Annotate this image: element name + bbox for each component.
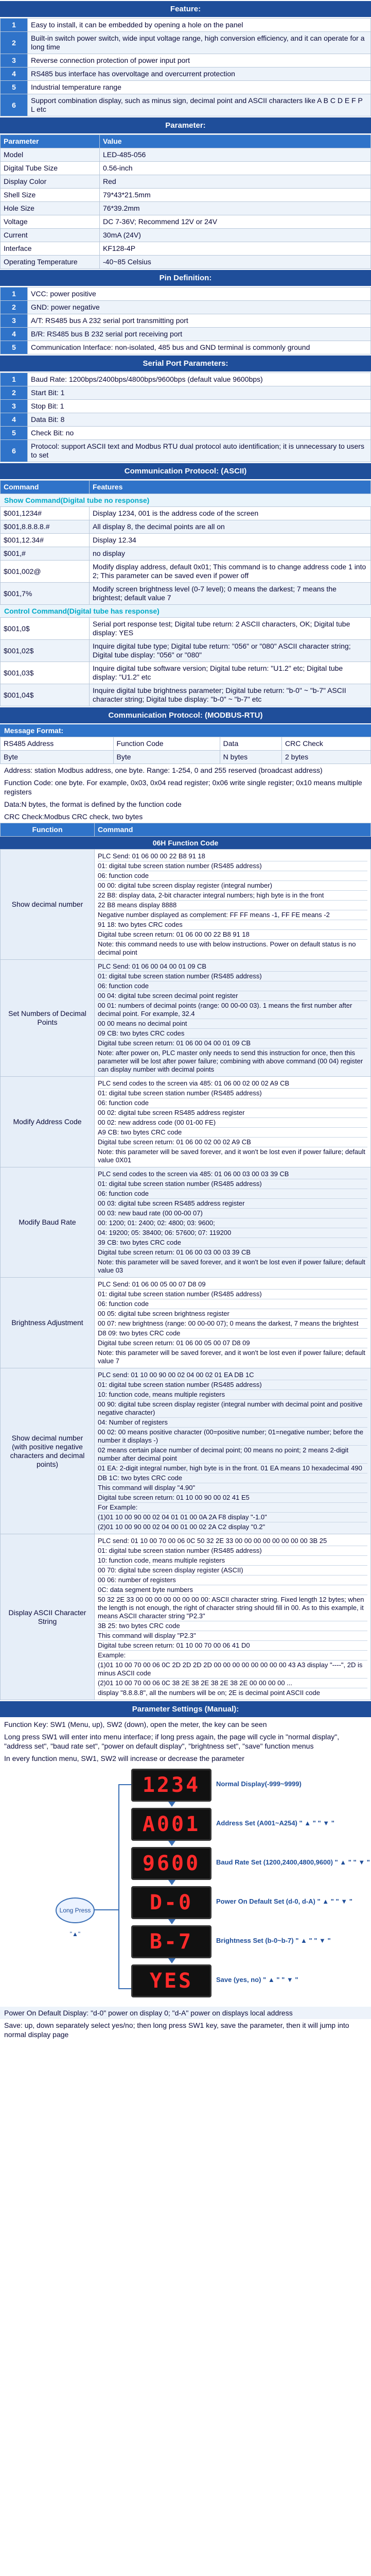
serial-text: Baud Rate: 1200bps/2400bps/4800bps/9600bps (default value 9600bps) [28, 373, 371, 386]
param-value: LED-485-056 [100, 148, 371, 162]
param-name: Operating Temperature [1, 256, 100, 269]
format-cell: CRC Check [282, 737, 371, 751]
format-cell: Data [220, 737, 281, 751]
command-line: 00 04: digital tube screen decimal point register [98, 991, 367, 1001]
command-line: 00 07: new brightness (range: 00 00-00 07); 0 means the darkest, 7 means the brightest [98, 1319, 367, 1329]
format-cell: RS485 Address [1, 737, 114, 751]
command-line: Note: this parameter will be saved forever, and it won't be lost even if power failure; default value 03 [98, 1258, 365, 1274]
ascii-header: Communication Protocol: (ASCII) [0, 462, 371, 480]
command-line: Note: after power on, PLC master only needs to send this instruction for once, then this parameter will be lost after power failure; combining with above command (00 04) register can display number with decimal points [98, 1049, 363, 1073]
serial-header: Serial Port Parameters: [0, 354, 371, 372]
modbus-note: CRC Check:Modbus CRC check, two bytes [4, 812, 143, 821]
serial-text: Data Bit: 8 [28, 413, 371, 427]
serial-table [0, 372, 371, 462]
down-arrow-icon [168, 1880, 175, 1885]
feature-text: Easy to install, it can be embedded by opening a hole on the panel [28, 19, 371, 32]
serial-text: Check Bit: no [28, 427, 371, 440]
modbus-note: Data:N bytes, the format is defined by the function code [4, 800, 182, 808]
message-format-label: Message Format: [0, 724, 371, 737]
pin-num: 3 [1, 314, 28, 328]
ascii-feature: Display 12.34 [90, 534, 371, 547]
pin-text: A/T: RS485 bus A 232 serial port transmitting port [28, 314, 371, 328]
modbus-note: Address: station Modbus address, one byte. Range: 1-254, 0 and 255 reserved (broadcast address) [4, 766, 323, 774]
command-line: 00 00 means no decimal point [98, 1019, 367, 1029]
command-line: 01: digital tube screen station number (RS485 address) [98, 1290, 367, 1299]
command-line: 10: function code, means multiple registers [98, 1390, 367, 1400]
command-line: D8 09: two bytes CRC code [98, 1329, 367, 1338]
seven-seg-display: 1234 [131, 1769, 211, 1802]
param-value: DC 7-36V; Recommend 12V or 24V [100, 215, 371, 229]
command-line: 00 06: number of registers [98, 1575, 367, 1585]
serial-num: 1 [1, 373, 28, 386]
col-header: Value [100, 135, 371, 148]
command-line: 00 90: digital tube screen display register (integral number with decimal point and positive negative character) [98, 1400, 367, 1418]
param-name: Model [1, 148, 100, 162]
command-line: 91 18: two bytes CRC codes [98, 920, 367, 930]
pin-num: 1 [1, 287, 28, 301]
modbus-function-header [0, 823, 371, 837]
seven-seg-display: YES [131, 1964, 211, 1997]
display-label: Power On Default Set (d-0, d-A) " ▲ " " ▼ " [216, 1897, 352, 1905]
seven-seg-display: 9600 [131, 1847, 211, 1880]
command-line: 22 B8: display data, 2-bit character integral numbers; high byte is in the front [98, 891, 367, 901]
flow-line [93, 1909, 118, 1910]
command-line: 02 means certain place number of decimal point; 00 means no point; 2 means 2-digit number after decimal point [98, 1446, 367, 1464]
footer-note: Save: up, down separately select yes/no; then long press SW1 key, save the parameter, then it will jump into normal display page [4, 2021, 349, 2039]
command-line: Digital tube screen return: 01 06 00 02 00 02 A9 CB [98, 1138, 367, 1147]
function-name: Set Numbers of Decimal Points [1, 960, 95, 1077]
serial-text: Stop Bit: 1 [28, 400, 371, 413]
ascii-feature: Modify display address, default 0x01; This command is to change address code 1 into 2; This parameter can be saved even if power off [90, 561, 371, 583]
command-line: Negative number displayed as complement: FF FF means -1, FF FE means -2 [98, 910, 367, 920]
command-line: Digital tube screen return: 01 06 00 03 00 03 39 CB [98, 1248, 367, 1258]
function-row [1, 1534, 371, 1700]
param-name: Display Color [1, 175, 100, 189]
feature-header: Feature: [0, 0, 371, 18]
command-line: 10: function code, means multiple registers [98, 1556, 367, 1566]
pin-text: Communication Interface: non-isolated, 485 bus and GND terminal is commonly ground [28, 341, 371, 354]
command-line: 50 32 2E 33 00 00 00 00 00 00 00 00: ASCII character string. Fixed length 12 bytes; when the length is not enough, the right of character string should fill in 00. As to this example, it means ASCII character string "P2.3" [98, 1595, 367, 1621]
param-name: Voltage [1, 215, 100, 229]
param-value: -40~85 Celsius [100, 256, 371, 269]
display-label: Baud Rate Set (1200,2400,4800,9600) " ▲ " " ▼ " [216, 1858, 370, 1866]
command-line: PLC send: 01 10 00 90 00 02 04 00 02 01 EA DB 1C [98, 1370, 367, 1380]
command-line: A9 CB: two bytes CRC code [98, 1128, 367, 1138]
function-06-subheader: 06H Function Code [0, 837, 371, 849]
function-row [1, 960, 371, 1077]
long-press-label: Long Press "▲" [56, 1897, 95, 1923]
manual-header: Parameter Settings (Manual): [0, 1700, 371, 1718]
function-name: Modify Address Code [1, 1077, 95, 1167]
command-line: PLC Send: 01 06 00 00 22 B8 91 18 [98, 852, 367, 861]
format-cell: Byte [113, 751, 220, 764]
serial-text: Start Bit: 1 [28, 386, 371, 400]
command-line: 00 00: digital tube screen display register (integral number) [98, 881, 367, 891]
feature-num: 4 [1, 67, 28, 81]
ascii-command: $001,7% [1, 583, 90, 605]
feature-text: Industrial temperature range [28, 81, 371, 94]
command-line: 00 03: digital tube screen RS485 address register [98, 1199, 367, 1209]
param-value: Red [100, 175, 371, 189]
param-value: 30mA (24V) [100, 229, 371, 242]
ascii-feature: All display 8, the decimal points are all on [90, 520, 371, 534]
ascii-feature: Serial port response test; Digital tube return: 2 ASCII characters, OK; Digital tube display: YES [90, 618, 371, 640]
command-line: 01: digital tube screen station number (RS485 address) [98, 1380, 367, 1390]
pin-num: 5 [1, 341, 28, 354]
pin-text: B/R: RS485 bus B 232 serial port receiving port [28, 328, 371, 341]
command-line: 00 02: digital tube screen RS485 address register [98, 1108, 367, 1118]
command-line: 01 EA: 2-digit integral number, high byte is in the front. 01 EA means 10 hexadecimal 490 [98, 1464, 367, 1473]
ascii-feature: Inquire digital tube brightness parameter; Digital tube return: "b-0" ~ "b-7" ASCII character string; Digital tube display: "b-0" ~ "b-7" etc [90, 684, 371, 706]
serial-num: 2 [1, 386, 28, 400]
command-line: 01: digital tube screen station number (RS485 address) [98, 861, 367, 871]
col-header: Function [1, 823, 95, 837]
format-cell: Function Code [113, 737, 220, 751]
function-row [1, 850, 371, 960]
footer-note: Power On Default Display: "d-0" power on display 0; "d-A" power on displays local address [0, 2007, 371, 2019]
command-line: 06: function code [98, 981, 367, 991]
function-name: Show decimal number [1, 850, 95, 960]
command-line: 06: function code [98, 871, 367, 881]
command-line: 01: digital tube screen station number (RS485 address) [98, 1546, 367, 1556]
col-header: Parameter [1, 135, 100, 148]
ascii-table [0, 480, 371, 494]
feature-num: 1 [1, 19, 28, 32]
ascii-command: $001,8.8.8.8.# [1, 520, 90, 534]
function-command [95, 960, 371, 1077]
command-line: 00 01: numbers of decimal points (range: 00 00-00 03). 1 means the first number after decimal point. For example, 32.4 [98, 1001, 367, 1019]
param-name: Interface [1, 242, 100, 256]
command-line: 00 02: 00 means positive character (00=positive number; 01=negative number; before the number it displays -) [98, 1428, 367, 1446]
ascii-feature: Modify screen brightness level (0-7 level); 0 means the darkest; 7 means the brightest; default value 7 [90, 583, 371, 605]
function-row [1, 1077, 371, 1167]
command-line: 04: Number of registers [98, 1418, 367, 1428]
function-row [1, 1368, 371, 1534]
ascii-command: $001,02$ [1, 640, 90, 662]
function-name: Show decimal number (with positive negative characters and decimal points) [1, 1368, 95, 1534]
param-name: Digital Tube Size [1, 162, 100, 175]
command-line: 00: 1200; 01: 2400; 02: 4800; 03: 9600; [98, 1218, 367, 1228]
down-arrow-icon [168, 1802, 175, 1807]
modbus-function-table [0, 849, 371, 1700]
function-command [95, 850, 371, 960]
command-line: 39 CB: two bytes CRC code [98, 1238, 367, 1248]
flow-line [118, 1784, 131, 1785]
command-line: Example: [98, 1651, 367, 1660]
feature-table [0, 18, 371, 116]
command-line: (2)01 10 00 90 00 02 04 00 01 00 02 2A C2 display "0.2" [98, 1523, 266, 1531]
ascii-show-table [0, 506, 371, 605]
function-command [95, 1368, 371, 1534]
modbus-header: Communication Protocol: (MODBUS-RTU) [0, 706, 371, 724]
feature-num: 5 [1, 81, 28, 94]
command-line: 09 CB: two bytes CRC codes [98, 1029, 367, 1039]
command-line: 00 03: new baud rate (00 00-00 07) [98, 1209, 367, 1218]
command-line: DB 1C: two bytes CRC code [98, 1473, 367, 1483]
command-line: Digital tube screen return: 01 06 00 00 22 B8 91 18 [98, 930, 367, 940]
function-row [1, 1167, 371, 1278]
param-name: Hole Size [1, 202, 100, 215]
command-line: 3B 25: two bytes CRC code [98, 1621, 367, 1631]
command-line: 01: digital tube screen station number (RS485 address) [98, 972, 367, 981]
function-command [95, 1534, 371, 1700]
command-line: PLC send codes to the screen via 485: 01 06 00 03 00 03 39 CB [98, 1170, 367, 1179]
pin-text: VCC: power positive [28, 287, 371, 301]
param-value: 76*39.2mm [100, 202, 371, 215]
display-label: Save (yes, no) " ▲ " " ▼ " [216, 1976, 298, 1984]
format-cell: 2 bytes [282, 751, 371, 764]
param-value: 79*43*21.5mm [100, 189, 371, 202]
command-line: (2)01 10 00 70 00 06 0C 38 2E 38 2E 38 2E 38 2E 00 00 00 00 ... [98, 1679, 367, 1688]
ascii-command: $001,03$ [1, 662, 90, 684]
command-line: Note: this parameter will be saved forever, and it won't be lost even if power failure; default value 0X01 [98, 1148, 365, 1164]
display-label: Address Set (A001~A254) " ▲ " " ▼ " [216, 1819, 334, 1827]
col-header: Command [95, 823, 371, 837]
ascii-feature: Inquire digital tube type; Digital tube return: "056" or "080" ASCII character string; Digital tube display: "056" or "080" [90, 640, 371, 662]
function-command [95, 1278, 371, 1368]
command-line: Note: this parameter will be saved forever, and it won't be lost even if power failure; default value 7 [98, 1349, 365, 1365]
command-line: 00 70: digital tube screen display register (ASCII) [98, 1566, 367, 1575]
ascii-control-table [0, 617, 371, 706]
command-line: PLC Send: 01 06 00 04 00 01 09 CB [98, 962, 367, 972]
command-line: Digital tube screen return: 01 10 00 90 00 02 41 E5 [98, 1493, 367, 1503]
ascii-command: $001,12.34# [1, 534, 90, 547]
ascii-feature: Display 1234, 001 is the address code of the screen [90, 507, 371, 520]
serial-num: 6 [1, 440, 28, 462]
serial-text: Protocol: support ASCII text and Modbus RTU dual protocol auto identification; it is unnecessary to users to set [28, 440, 371, 462]
ascii-command: $001,1234# [1, 507, 90, 520]
serial-num: 5 [1, 427, 28, 440]
command-line: This command will display "P2.3" [98, 1631, 367, 1641]
ascii-command: $001,# [1, 547, 90, 561]
ascii-subheader-show: Show Command(Digital tube no response) [0, 494, 371, 506]
command-line: 00 02: new address code (00 01-00 FE) [98, 1118, 367, 1128]
command-line: 22 B8 means display 8888 [98, 901, 367, 910]
function-name: Brightness Adjustment [1, 1278, 95, 1368]
ascii-feature: no display [90, 547, 371, 561]
manual-text: Long press SW1 will enter into menu interface; if long press again, the page will cycle in "normal display", "address set", "baud rate set", "power on default display", "brightness set", "save" function menus [4, 1733, 340, 1750]
param-value: KF128-4P [100, 242, 371, 256]
feature-text: Support combination display, such as minus sign, decimal point and ASCII characters like A B C D E F P L etc [28, 94, 371, 116]
command-line: 06: function code [98, 1189, 367, 1199]
command-line: Note: this command needs to use with below instructions. Power on default status is no decimal point [98, 940, 356, 956]
command-line: display "8.8.8.8", all the numbers will be on; 2E is decimal point ASCII code [98, 1689, 320, 1697]
parameter-header: Parameter: [0, 116, 371, 134]
pin-num: 4 [1, 328, 28, 341]
ascii-command: $001,0$ [1, 618, 90, 640]
command-line: 01: digital tube screen station number (RS485 address) [98, 1179, 367, 1189]
command-line: (1)01 10 00 90 00 02 04 01 01 00 0A 2A F8 display "-1.0" [98, 1513, 367, 1522]
flow-line [118, 1784, 119, 1988]
command-line: Digital tube screen return: 01 06 00 05 00 07 D8 09 [98, 1338, 367, 1348]
parameter-table [0, 134, 371, 269]
param-name: Shell Size [1, 189, 100, 202]
message-format-table [0, 737, 371, 764]
ascii-feature: Inquire digital tube software version; Digital tube return: "U1.2" etc; Digital tube display: "U1.2" etc [90, 662, 371, 684]
feature-num: 3 [1, 54, 28, 67]
feature-text: Built-in switch power switch, wide input voltage range, high conversion efficiency, and it can operate for a long time [28, 32, 371, 54]
seven-seg-display: B-7 [131, 1925, 211, 1958]
down-arrow-icon [168, 1958, 175, 1963]
pin-header: Pin Definition: [0, 269, 371, 287]
ascii-command: $001,04$ [1, 684, 90, 706]
menu-diagram [0, 1765, 371, 2007]
down-arrow-icon [168, 1919, 175, 1924]
command-line: 06: function code [98, 1299, 367, 1309]
command-line: 00 05: digital tube screen brightness register [98, 1309, 367, 1319]
feature-text: RS485 bus interface has overvoltage and overcurrent protection [28, 67, 371, 81]
modbus-note: Function Code: one byte. For example, 0x03, 0x04 read register; 0x06 write single register; 0x10 means multiple registers [4, 778, 362, 796]
command-line: Digital tube screen return: 01 10 00 70 00 06 41 D0 [98, 1641, 367, 1651]
seven-seg-display: D-0 [131, 1886, 211, 1919]
col-header: Command [1, 481, 90, 494]
pin-num: 2 [1, 301, 28, 314]
param-value: 0.56-inch [100, 162, 371, 175]
down-arrow-icon [168, 1841, 175, 1846]
pin-text: GND: power negative [28, 301, 371, 314]
ascii-subheader-control: Control Command(Digital tube has response) [0, 605, 371, 617]
manual-text: In every function menu, SW1, SW2 will increase or decrease the parameter [4, 1754, 244, 1762]
command-line: 04: 19200; 05: 38400; 06: 57600; 07: 119200 [98, 1228, 367, 1238]
feature-text: Reverse connection protection of power input port [28, 54, 371, 67]
format-cell: N bytes [220, 751, 281, 764]
function-command [95, 1167, 371, 1278]
serial-num: 3 [1, 400, 28, 413]
display-label: Brightness Set (b-0~b-7) " ▲ " " ▼ " [216, 1937, 331, 1944]
pin-table [0, 287, 371, 354]
flow-line [118, 1988, 131, 1989]
feature-num: 6 [1, 94, 28, 116]
command-line: 01: digital tube screen station number (RS485 address) [98, 1089, 367, 1098]
command-line: This command will display "4.90" [98, 1483, 367, 1493]
command-line: Digital tube screen return: 01 06 00 04 00 01 09 CB [98, 1039, 367, 1048]
serial-num: 4 [1, 413, 28, 427]
command-line: 0C: data segment byte numbers [98, 1585, 367, 1595]
display-label: Normal Display(-999~9999) [216, 1780, 302, 1788]
ascii-command: $001,002@ [1, 561, 90, 583]
col-header: Features [90, 481, 371, 494]
command-line: For Example: [98, 1503, 367, 1513]
function-row [1, 1278, 371, 1368]
function-command [95, 1077, 371, 1167]
function-name: Modify Baud Rate [1, 1167, 95, 1278]
function-name: Display ASCII Character String [1, 1534, 95, 1700]
command-line: PLC Send: 01 06 00 05 00 07 D8 09 [98, 1280, 367, 1290]
param-name: Current [1, 229, 100, 242]
feature-num: 2 [1, 32, 28, 54]
command-line: PLC send: 01 10 00 70 00 06 0C 50 32 2E 33 00 00 00 00 00 00 00 00 3B 25 [98, 1536, 367, 1546]
command-line: 06: function code [98, 1098, 367, 1108]
format-cell: Byte [1, 751, 114, 764]
command-line: (1)01 10 00 70 00 06 0C 2D 2D 2D 2D 00 00 00 00 00 00 00 00 43 A3 display "----", 2D is minus ASCII code [98, 1660, 367, 1679]
command-line: PLC send codes to the screen via 485: 01 06 00 02 00 02 A9 CB [98, 1079, 367, 1089]
seven-seg-display: A001 [131, 1808, 211, 1841]
manual-text: Function Key: SW1 (Menu, up), SW2 (down), open the meter, the key can be seen [4, 1720, 267, 1728]
